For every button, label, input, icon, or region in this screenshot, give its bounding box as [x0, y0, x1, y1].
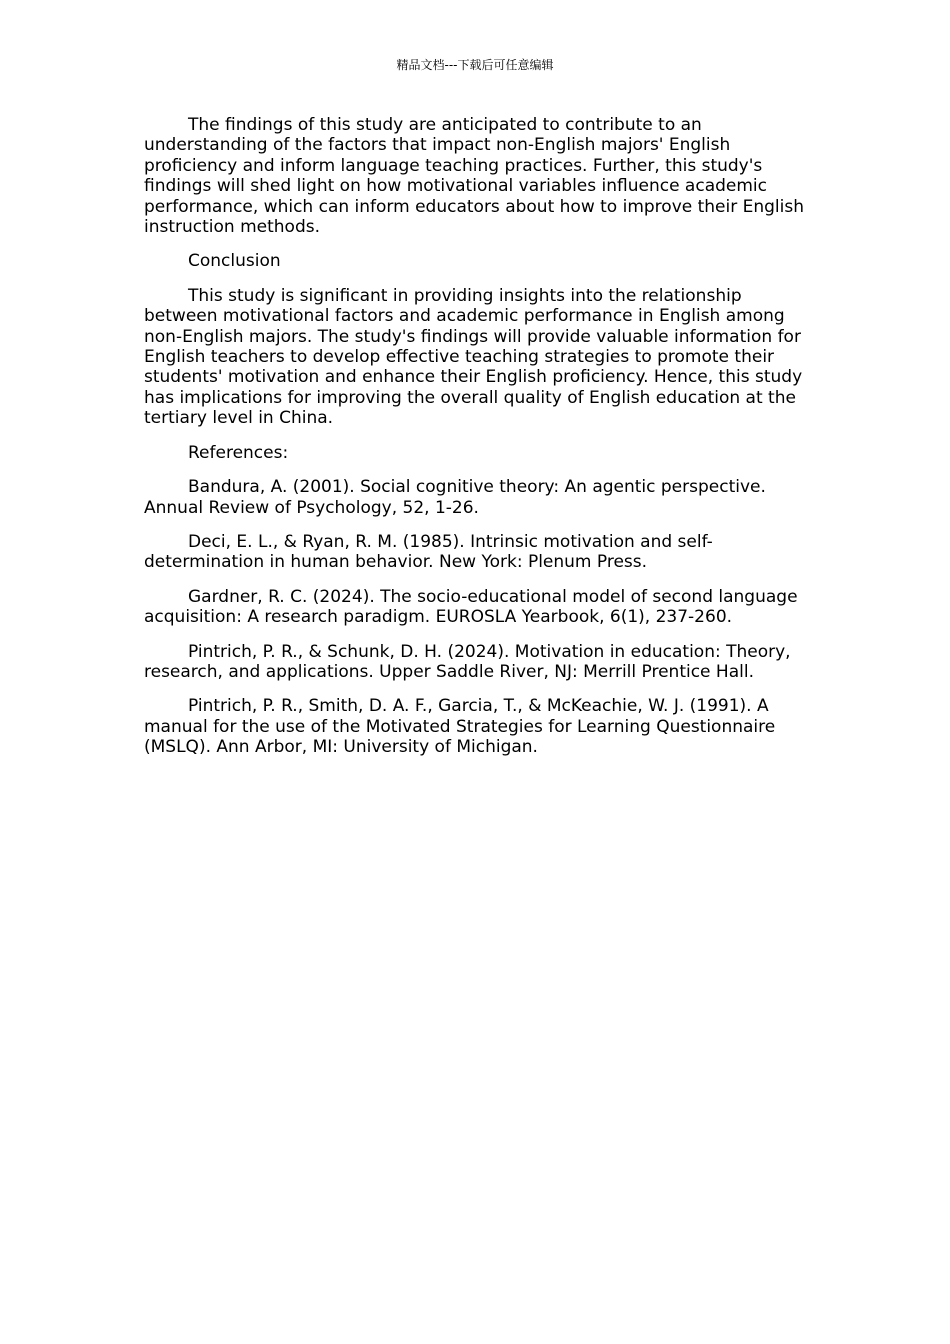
- page-header: 精品文档---下载后可任意编辑: [396, 58, 554, 72]
- reference-item: Pintrich, P. R., & Schunk, D. H. (2024). Motivation in education: Theory, research, and applications. Upper Saddle River, NJ: Merrill Prentice Hall.: [144, 641, 791, 682]
- reference-item: Deci, E. L., & Ryan, R. M. (1985). Intrinsic motivation and self-determination in human behavior. New York: Plenum Press.: [144, 531, 713, 573]
- reference-item: Gardner, R. C. (2024). The socio-educational model of second language acquisition: A research paradigm. EUROSLA Yearbook, 6(1), 237-260.: [144, 586, 798, 628]
- intro-paragraph: The findings of this study are anticipated to contribute to an understanding of the factors that impact non-English majors' English proficiency and inform language teaching practices. Further, this study's findings will shed light on how motivational variables influence academic performance, which can inform educators about how to improve their English instruction methods.: [144, 115, 805, 238]
- document-body: [144, 115, 816, 772]
- reference-item: Pintrich, P. R., Smith, D. A. F., Garcia, T., & McKeachie, W. J. (1991). A manual for the use of the Motivated Strategies for Learning Questionnaire (MSLQ). Ann Arbor, MI: University of Michigan.: [144, 696, 776, 758]
- reference-list: [144, 477, 816, 757]
- conclusion-paragraph: This study is significant in providing insights into the relationship between motivational factors and academic performance in English among non-English majors. The study's findings will provide valuable information for English teachers to develop effective teaching strategies to promote their students' motivation and enhance their English proficiency. Hence, this study has implications for improving the overall quality of English education at the tertiary level in China.: [144, 285, 803, 429]
- conclusion-heading: Conclusion: [188, 251, 281, 272]
- reference-item: Bandura, A. (2001). Social cognitive theory: An agentic perspective. Annual Review of Psychology, 52, 1-26.: [144, 477, 766, 518]
- references-heading: References:: [188, 442, 289, 463]
